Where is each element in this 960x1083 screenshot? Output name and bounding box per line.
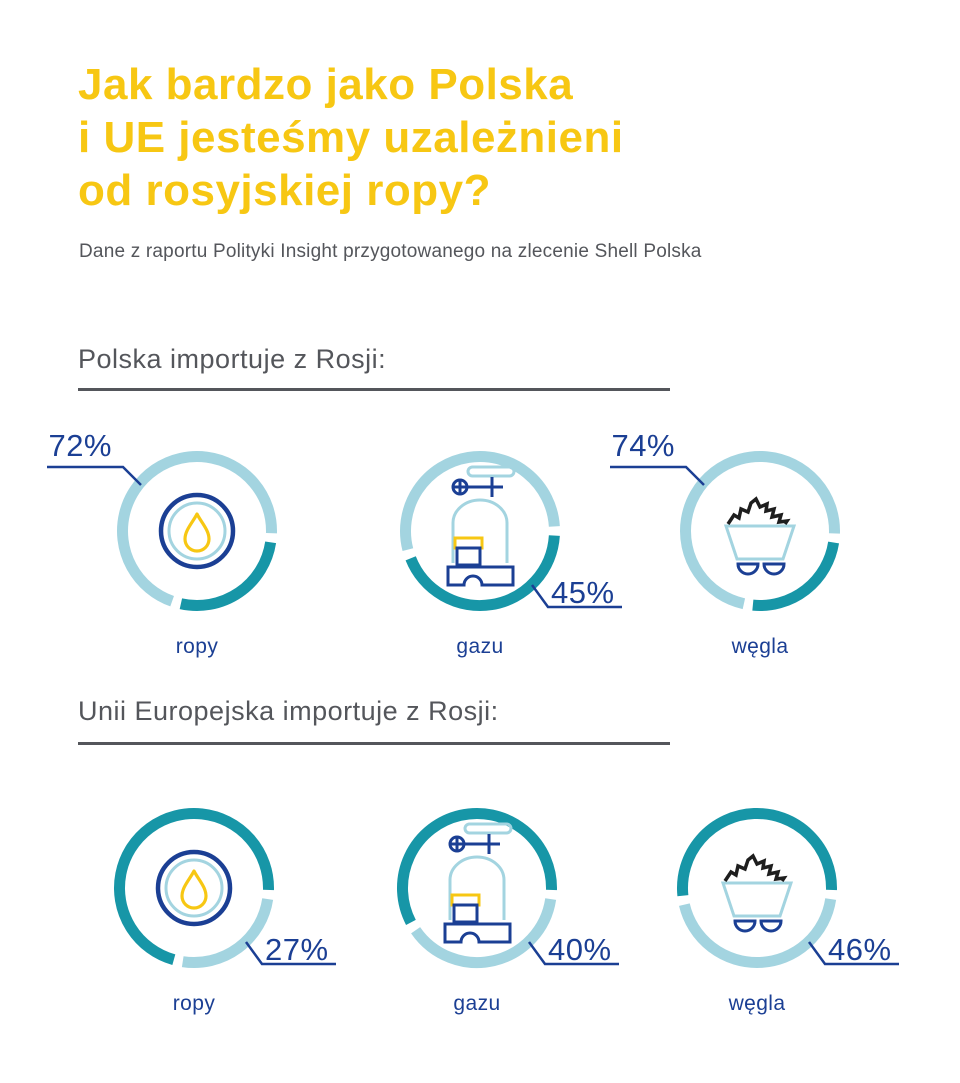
section-underline <box>78 388 670 391</box>
donut-chart-węgla <box>660 431 860 631</box>
percent-callout-value: 72% <box>48 428 112 463</box>
donut-chart-węgla <box>657 788 857 988</box>
section-underline <box>78 742 670 745</box>
coal-cart-icon <box>723 856 791 931</box>
coal-cart-icon <box>726 499 794 574</box>
chart-label: ropy <box>172 992 216 1015</box>
chart-label: węgla <box>731 635 789 658</box>
section-heading: Unii Europejska importuje z Rosji: <box>78 696 499 726</box>
percent-callout-value: 27% <box>265 932 329 967</box>
page-title-line-2: i UE jesteśmy uzależnieni <box>78 113 624 162</box>
percent-callout-value: 46% <box>828 932 892 967</box>
percent-callout-value: 74% <box>611 428 675 463</box>
gas-cylinder-icon <box>445 824 511 942</box>
chart-label: gazu <box>456 635 504 658</box>
oil-drop-icon <box>161 495 233 567</box>
donut-chart-ropy <box>94 788 294 988</box>
value-arc <box>684 899 830 962</box>
remainder-arc <box>405 457 554 550</box>
section-heading: Polska importuje z Rosji: <box>78 344 387 374</box>
page-subtitle: Dane z raportu Polityki Insight przygotowanego na zlecenie Shell Polska <box>79 241 702 262</box>
donut-chart-ropy <box>97 431 297 631</box>
page-title-line-1: Jak bardzo jako Polska <box>78 60 574 109</box>
page-title-line-3: od rosyjskiej ropy? <box>78 166 491 215</box>
gas-cylinder-icon <box>448 467 514 585</box>
oil-drop-icon <box>158 852 230 924</box>
chart-label: gazu <box>453 992 501 1015</box>
remainder-arc <box>753 543 834 606</box>
chart-label: węgla <box>728 992 786 1015</box>
donut-chart-gazu <box>377 788 577 988</box>
percent-callout-value: 40% <box>548 932 612 967</box>
page-title <box>78 58 624 217</box>
value-arc <box>416 899 551 962</box>
percent-callout-value: 45% <box>551 575 615 610</box>
chart-label: ropy <box>175 635 219 658</box>
